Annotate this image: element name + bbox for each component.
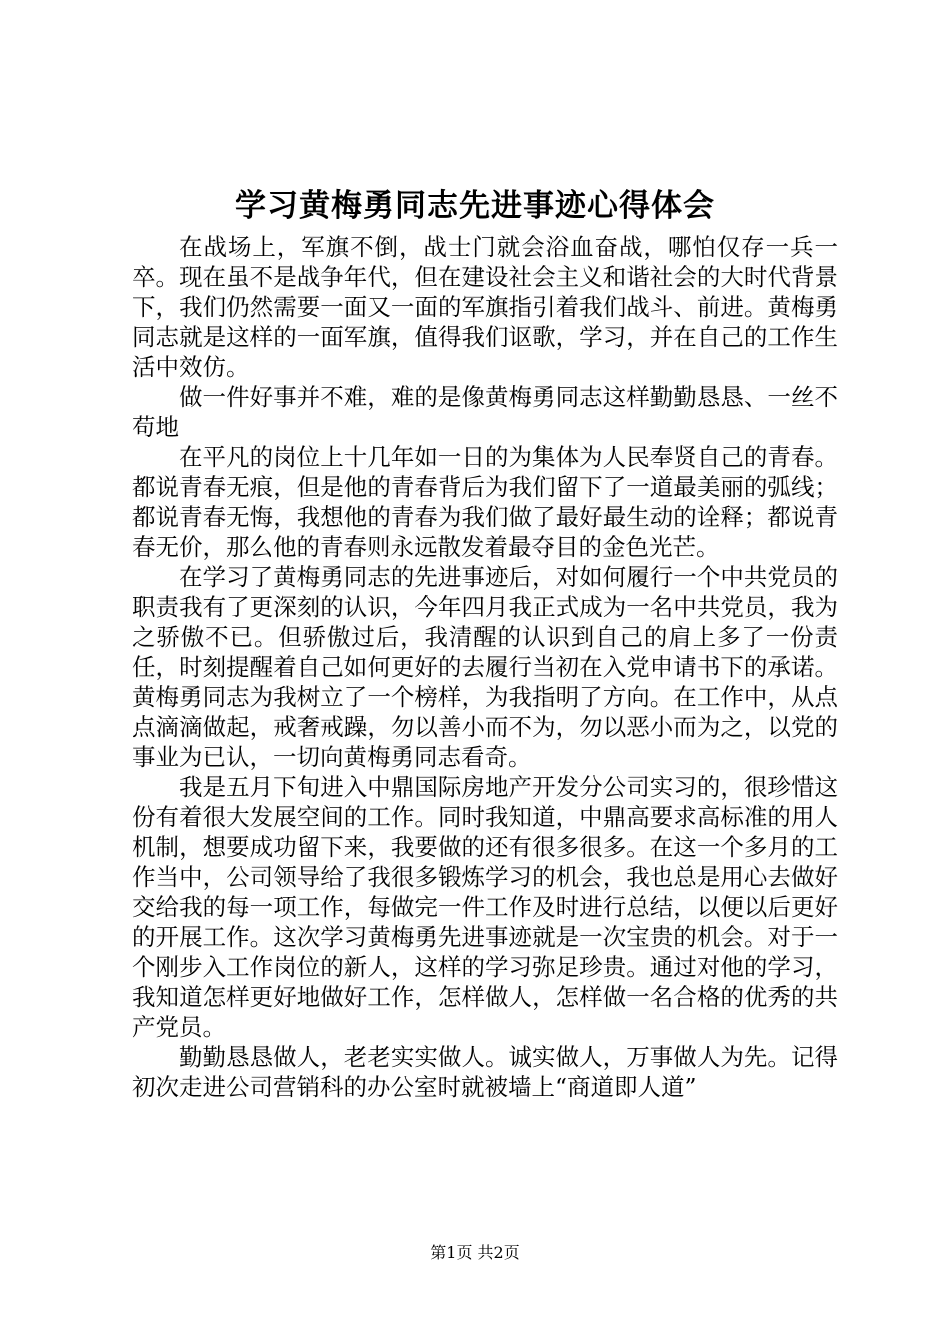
paragraph: 我是五月下旬进入中鼎国际房地产开发分公司实习的，很珍惜这份有着很大发展空间的工作。同时我知道，中鼎高要求高标准的用人机制，想要成功留下来，我要做的还有很多很多。在这一个多月的工作当中，公司领导给了我很多锻炼学习的机会，我也总是用心去做好交给我的每一项工作，每做完一件工作及时进行总结，以便以后更好的开展工作。这次学习黄梅勇先进事迹就是一次宝贵的机会。对于一个刚步入工作岗位的新人，这样的学习弥足珍贵。通过对他的学习，我知道怎样更好地做好工作，怎样做人，怎样做一名合格的优秀的共产党员。 — [132, 773, 838, 1041]
paragraph: 在战场上，军旗不倒，战士门就会浴血奋战，哪怕仅存一兵一卒。现在虽不是战争年代，但在建设社会主义和谐社会的大时代背景下，我们仍然需要一面又一面的军旗指引着我们战斗、前进。黄梅勇同志就是这样的一面军旗，值得我们讴歌，学习，并在自己的工作生活中效仿。 — [132, 233, 838, 381]
document-title: 学习黄梅勇同志先进事迹心得体会 — [235, 188, 715, 224]
document-body — [132, 232, 838, 1102]
paragraph: 做一件好事并不难，难的是像黄梅勇同志这样勤勤恳恳、一丝不苟地 — [132, 383, 838, 441]
paragraph: 在学习了黄梅勇同志的先进事迹后，对如何履行一个中共党员的职责我有了更深刻的认识，今年四月我正式成为一名中共党员，我为之骄傲不已。但骄傲过后，我清醒的认识到自己的肩上多了一份责任，时刻提醒着自己如何更好的去履行当初在入党申请书下的承诺。黄梅勇同志为我树立了一个榜样，为我指明了方向。在工作中，从点点滴滴做起，戒奢戒躁，勿以善小而不为，勿以恶小而为之，以党的事业为已认，一切向黄梅勇同志看奇。 — [132, 563, 838, 771]
paragraph: 勤勤恳恳做人，老老实实做人。诚实做人，万事做人为先。记得初次走进公司营销科的办公室时就被墙上“商道即人道” — [132, 1043, 838, 1101]
page-number-footer: 第1页 共2页 — [430, 1243, 520, 1262]
paragraph: 在平凡的岗位上十几年如一日的为集体为人民奉贤自己的青春。都说青春无痕，但是他的青春背后为我们留下了一道最美丽的弧线；都说青春无悔，我想他的青春为我们做了最好最生动的诠释；都说青春无价，那么他的青春则永远散发着最夺目的金色光芒。 — [132, 443, 838, 561]
